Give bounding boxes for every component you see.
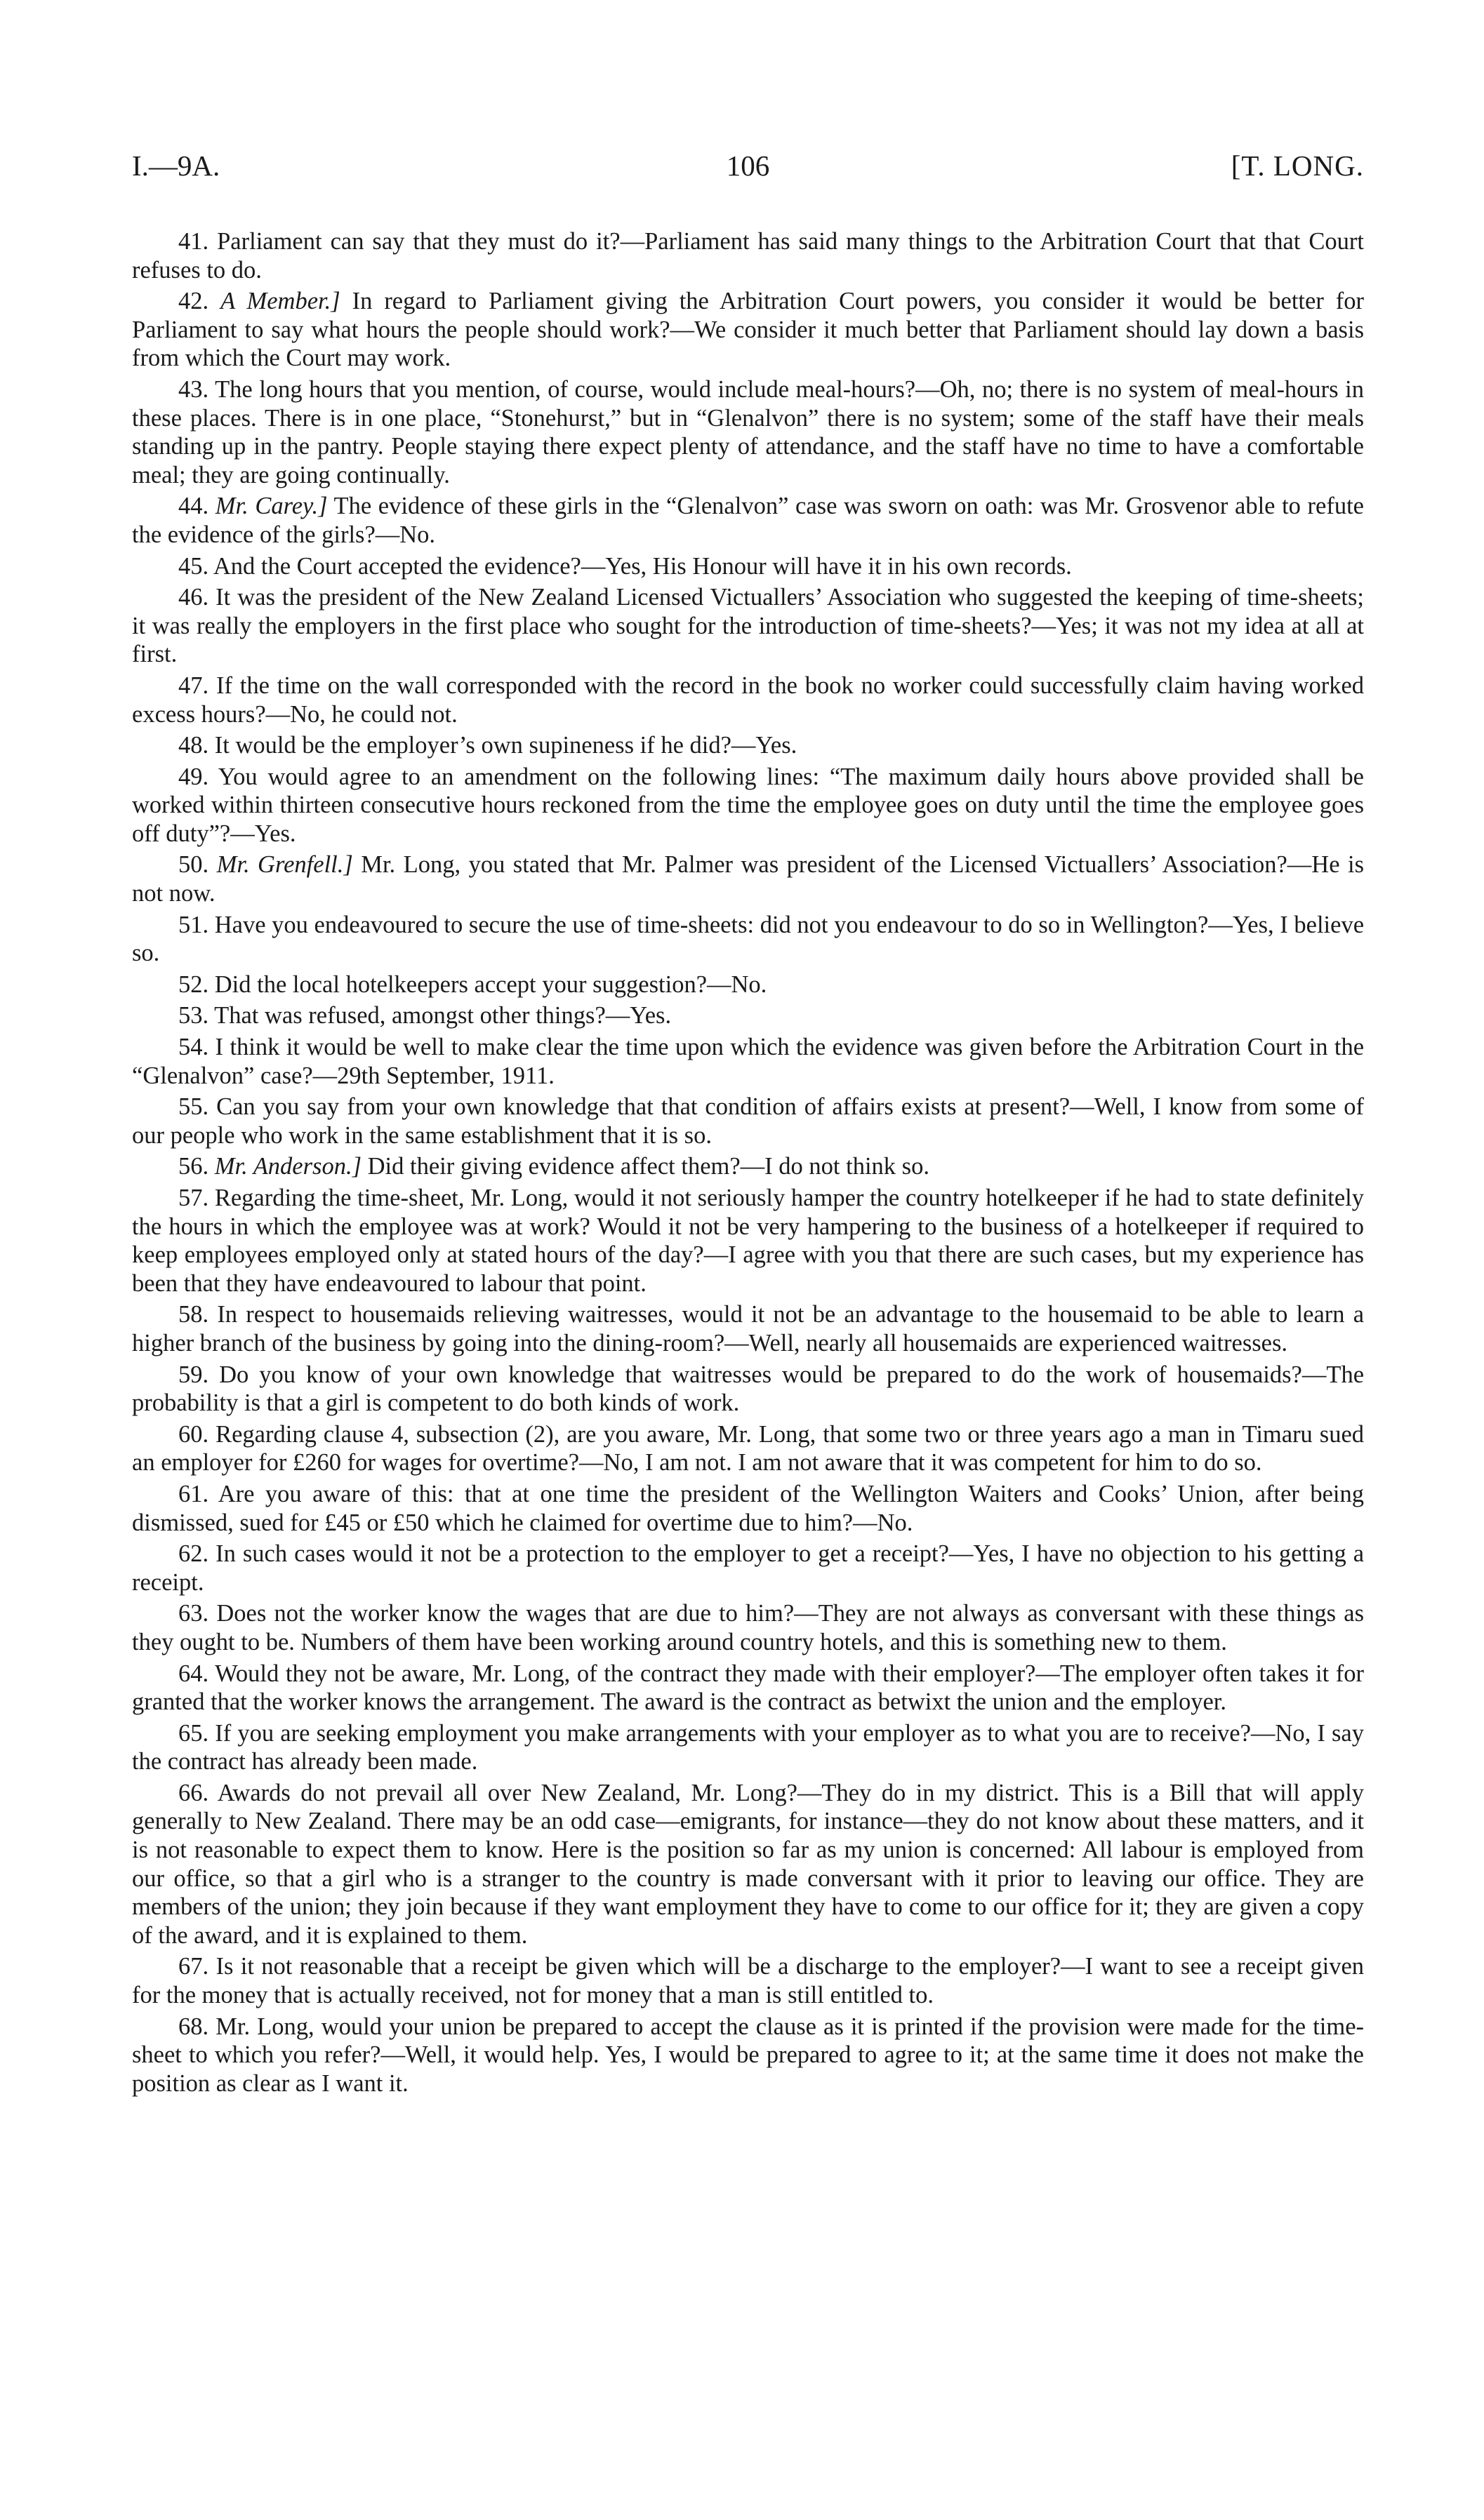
- question-text: In regard to Parliament giving the Arbitration Court powers, you consider it would be better for Parliament to say what hours the people should work?—We consider it much better that Parliament should lay down a basis from which the Court may work.: [132, 288, 1364, 372]
- question-text: In respect to housemaids relieving waitresses, would it not be an advantage to the housemaid to be able to learn a higher branch of the business by going into the dining-room?—Well, nearly all housemaids are experienced waitresses.: [132, 1301, 1365, 1356]
- question-text: It was the president of the New Zealand Licensed Victuallers’ Association who suggested the keeping of time-sheets; it was really the employers in the first place who sought for the introduction of time-sheets?—Yes; it was not my idea at all at first.: [132, 584, 1365, 668]
- question-number: 67.: [178, 1953, 209, 1980]
- question-number: 64.: [178, 1660, 209, 1687]
- question-text: If you are seeking employment you make arrangements with your employer as to what you are to receive?—No, I say the contract has already been made.: [132, 1719, 1364, 1775]
- question-text: Does not the worker know the wages that are due to him?—They are not always as conversant with these things as they ought to be. Numbers of them have been working around country hotels, and this is something new to them.: [132, 1600, 1365, 1655]
- document-page: [132, 149, 1364, 2100]
- question-text: Would they not be aware, Mr. Long, of the contract they made with their employer?—The employer often takes it for granted that the worker knows the arrangement. The award is the contract as betwixt the union and the employer.: [132, 1660, 1364, 1716]
- question-number: 66.: [178, 1779, 209, 1806]
- question-paragraph: [132, 1719, 1364, 1776]
- question-number: 43.: [178, 375, 209, 403]
- question-paragraph: [132, 1540, 1364, 1596]
- question-number: 53.: [178, 1002, 209, 1029]
- question-paragraph: [132, 552, 1364, 581]
- question-number: 65.: [178, 1719, 209, 1747]
- question-number: 51.: [178, 911, 209, 938]
- question-number: 46.: [178, 584, 209, 611]
- question-number: 54.: [178, 1034, 209, 1061]
- question-paragraph: [132, 1952, 1364, 2009]
- question-paragraph: [132, 971, 1364, 999]
- question-text: You would agree to an amendment on the following lines: “The maximum daily hours above provided shall be worked within thirteen consecutive hours reckoned from the time the employee goes on duty until the time the employee goes off duty”?—Yes.: [132, 763, 1364, 847]
- question-paragraph: [132, 1093, 1364, 1149]
- question-number: 50.: [178, 851, 209, 879]
- evidence-body: [132, 227, 1364, 2098]
- question-number: 58.: [178, 1301, 209, 1328]
- question-text: Regarding clause 4, subsection (2), are you aware, Mr. Long, that some two or three years ago a man in Timaru sued an employer for £260 for wages for overtime?—No, I am not. I am not aware that it was competent for him to do so.: [132, 1420, 1365, 1476]
- question-paragraph: [132, 492, 1364, 549]
- question-text: Are you aware of this: that at one time the president of the Wellington Waiters and Cooks’ Union, after being dismissed, sued for £45 or £50 which he claimed for overtime due to him?—No.: [132, 1480, 1364, 1536]
- question-paragraph: [132, 375, 1364, 489]
- question-text: Is it not reasonable that a receipt be given which will be a discharge to the employer?—I want to see a receipt given for the money that is actually received, not for money that a man is still entitled to.: [132, 1953, 1365, 2009]
- question-number: 42.: [178, 288, 209, 315]
- question-text: Awards do not prevail all over New Zealand, Mr. Long?—They do in my district. This is a Bill that will apply generally to New Zealand. There may be an odd case—emigrants, for instance—they do not know about these matters, and it is not reasonable to expect them to know. Here is the position so far as my union is concerned: All labour is employed from our office, so that a girl who is a stranger to the country is made conversant with it prior to leaving our office. They are members of the union; they join because if they want employment they have to come to our office for it; they are given a copy of the award, and it is explained to them.: [132, 1779, 1364, 1949]
- question-paragraph: [132, 731, 1364, 760]
- question-paragraph: [132, 2013, 1364, 2098]
- question-paragraph: [132, 583, 1364, 669]
- speaker-label: Mr. Anderson.]: [214, 1153, 362, 1180]
- question-number: 49.: [178, 763, 209, 790]
- question-paragraph: [132, 1779, 1364, 1950]
- question-paragraph: [132, 851, 1364, 907]
- question-number: 63.: [178, 1600, 209, 1627]
- question-number: 45.: [178, 552, 209, 580]
- question-number: 57.: [178, 1185, 209, 1211]
- question-text: The long hours that you mention, of course, would include meal-hours?—Oh, no; there is no system of meal-hours in these places. There is in one place, “Stonehurst,” but in “Glenalvon” there is no system; some of the staff have their meals standing up in the pantry. People staying there expect plenty of attendance, and the staff have no time to have a comfortable meal; they are going continually.: [132, 375, 1364, 488]
- question-text: If the time on the wall corresponded with the record in the book no worker could successfully claim having worked excess hours?—No, he could not.: [132, 672, 1365, 728]
- question-number: 48.: [178, 732, 209, 759]
- question-paragraph: [132, 1599, 1364, 1656]
- witness-name: [T. LONG.: [1231, 149, 1364, 182]
- question-text: Did their giving evidence affect them?—I do not think so.: [367, 1153, 929, 1180]
- question-text: Have you endeavoured to secure the use of time-sheets: did not you endeavour to do so in Wellington?—Yes, I believe so.: [132, 911, 1365, 967]
- page-header: [132, 149, 1364, 191]
- question-number: 44.: [178, 493, 209, 520]
- question-paragraph: [132, 1361, 1364, 1418]
- question-number: 60.: [178, 1420, 209, 1448]
- question-text: And the Court accepted the evidence?—Yes, His Honour will have it in his own records.: [213, 552, 1072, 580]
- question-paragraph: [132, 227, 1364, 284]
- question-paragraph: [132, 1033, 1364, 1090]
- question-paragraph: [132, 287, 1364, 373]
- question-text: Mr. Long, would your union be prepared to accept the clause as it is printed if the provision were made for the time-sheet to which you refer?—Well, it would help. Yes, I would be prepared to agree to it; at the same time it does not make the position as clear as I want it.: [132, 2013, 1365, 2097]
- question-text: I think it would be well to make clear the time upon which the evidence was given before the Arbitration Court in the “Glenalvon” case?—29th September, 1911.: [132, 1034, 1365, 1089]
- question-text: Parliament can say that they must do it?—Parliament has said many things to the Arbitration Court that that Court refuses to do.: [132, 228, 1365, 284]
- question-paragraph: [132, 763, 1364, 848]
- question-number: 47.: [178, 672, 209, 699]
- question-number: 68.: [178, 2013, 209, 2040]
- question-number: 59.: [178, 1361, 209, 1388]
- question-paragraph: [132, 1420, 1364, 1477]
- question-paragraph: [132, 1152, 1364, 1181]
- question-paragraph: [132, 672, 1364, 728]
- speaker-label: Mr. Grenfell.]: [216, 851, 353, 879]
- question-number: 56.: [178, 1153, 209, 1180]
- question-text: The evidence of these girls in the “Glenalvon” case was sworn on oath: was Mr. Grosvenor able to refute the evidence of the girls?—No.: [132, 493, 1364, 548]
- question-text: Mr. Long, you stated that Mr. Palmer was president of the Licensed Victuallers’ Association?—He is not now.: [132, 851, 1365, 907]
- question-text: Can you say from your own knowledge that that condition of affairs exists at present?—Well, I know from some of our people who work in the same establishment that it is so.: [132, 1093, 1364, 1149]
- question-number: 62.: [178, 1540, 209, 1568]
- question-text: It would be the employer’s own supineness if he did?—Yes.: [214, 732, 797, 759]
- question-paragraph: [132, 911, 1364, 968]
- question-paragraph: [132, 1184, 1364, 1298]
- question-text: That was refused, amongst other things?—Yes.: [214, 1002, 672, 1029]
- speaker-label: Mr. Carey.]: [215, 493, 328, 520]
- question-text: In such cases would it not be a protection to the employer to get a receipt?—Yes, I have no objection to his getting a receipt.: [132, 1540, 1365, 1596]
- speaker-label: A Member.]: [220, 288, 340, 315]
- question-number: 61.: [178, 1480, 209, 1507]
- question-paragraph: [132, 1001, 1364, 1030]
- question-text: Do you know of your own knowledge that waitresses would be prepared to do the work of housemaids?—The probability is that a girl is competent to do both kinds of work.: [132, 1361, 1365, 1417]
- question-text: Regarding the time-sheet, Mr. Long, would it not seriously hamper the country hotelkeeper if he had to state definitely the hours in which the employee was at work? Would it not be very hampering to the business of a hotelkeeper if required to keep employees employed only at stated hours of the day?—I agree with you that there are such cases, but my experience has been that they have endeavoured to labour that point.: [132, 1185, 1365, 1297]
- paper-reference: I.—9A.: [132, 149, 220, 182]
- question-text: Did the local hotelkeepers accept your suggestion?—No.: [214, 971, 767, 998]
- page-number: 106: [726, 149, 770, 182]
- question-number: 52.: [178, 971, 209, 998]
- question-number: 41.: [178, 228, 209, 255]
- question-number: 55.: [178, 1093, 209, 1121]
- question-paragraph: [132, 1300, 1364, 1357]
- question-paragraph: [132, 1480, 1364, 1537]
- question-paragraph: [132, 1660, 1364, 1716]
